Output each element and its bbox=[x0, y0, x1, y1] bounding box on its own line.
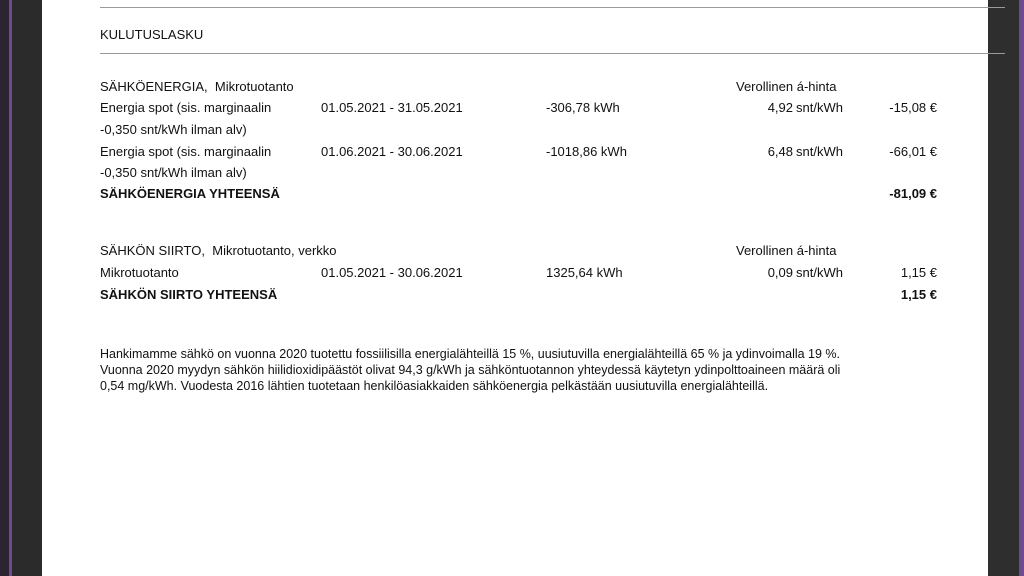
row-quantity: -1018,86 kWh bbox=[546, 144, 627, 159]
footnote-line: Hankimamme sähkö on vuonna 2020 tuotettu fossiilisilla energialähteillä 15 %, uusiutuvilla energialähteillä 65 % ja ydinvoimalla 19 %. bbox=[100, 347, 841, 361]
row-unit: snt/kWh bbox=[796, 265, 843, 280]
price-header: Verollinen á-hinta bbox=[736, 243, 837, 258]
invoice-heading: KULUTUSLASKU bbox=[100, 27, 204, 42]
energy-source-footnote bbox=[100, 346, 980, 394]
footnote-line: 0,54 mg/kWh. Vuodesta 2016 lähtien tuotetaan henkilöasiakkaiden sähköenergia pelkästään uusiutuvilla energialähteillä. bbox=[100, 379, 769, 393]
window-frame-left bbox=[0, 0, 12, 576]
divider-heading bbox=[100, 53, 1005, 54]
row-description-line1: Mikrotuotanto bbox=[100, 265, 179, 280]
invoice-page bbox=[42, 0, 988, 576]
row-quantity: 1325,64 kWh bbox=[546, 265, 623, 280]
row-period: 01.06.2021 - 30.06.2021 bbox=[321, 144, 463, 159]
row-description-line1: Energia spot (sis. marginaalin bbox=[100, 100, 272, 115]
divider-top bbox=[100, 7, 1005, 8]
row-price: 0,09 bbox=[767, 265, 793, 280]
row-description-line1: Energia spot (sis. marginaalin bbox=[100, 144, 272, 159]
section-title: SÄHKÖN SIIRTO, Mikrotuotanto, verkko bbox=[100, 243, 337, 258]
row-amount: 1,15 € bbox=[900, 265, 937, 280]
section-total-amount: -81,09 € bbox=[889, 186, 937, 201]
row-description-line2: -0,350 snt/kWh ilman alv) bbox=[100, 122, 247, 137]
section-total-label: SÄHKÖENERGIA YHTEENSÄ bbox=[100, 186, 280, 201]
section-title: SÄHKÖENERGIA, Mikrotuotanto bbox=[100, 79, 294, 94]
row-description-line2: -0,350 snt/kWh ilman alv) bbox=[100, 165, 247, 180]
row-unit: snt/kWh bbox=[796, 100, 843, 115]
row-unit: snt/kWh bbox=[796, 144, 843, 159]
row-period: 01.05.2021 - 30.06.2021 bbox=[321, 265, 463, 280]
section-total-label: SÄHKÖN SIIRTO YHTEENSÄ bbox=[100, 287, 278, 302]
footnote-line: Vuonna 2020 myydyn sähkön hiilidioxidipäästöt olivat 94,3 g/kWh ja sähköntuotannon yhteydessä käytetyn ydinpolttoaineen määrä oli bbox=[100, 363, 841, 377]
row-price: 4,92 bbox=[767, 100, 793, 115]
section-total-amount: 1,15 € bbox=[900, 287, 937, 302]
window-frame-right bbox=[988, 0, 1024, 576]
price-header: Verollinen á-hinta bbox=[736, 79, 837, 94]
row-amount: -66,01 € bbox=[889, 144, 937, 159]
row-quantity: -306,78 kWh bbox=[546, 100, 620, 115]
row-period: 01.05.2021 - 31.05.2021 bbox=[321, 100, 463, 115]
row-price: 6,48 bbox=[767, 144, 793, 159]
row-amount: -15,08 € bbox=[889, 100, 937, 115]
